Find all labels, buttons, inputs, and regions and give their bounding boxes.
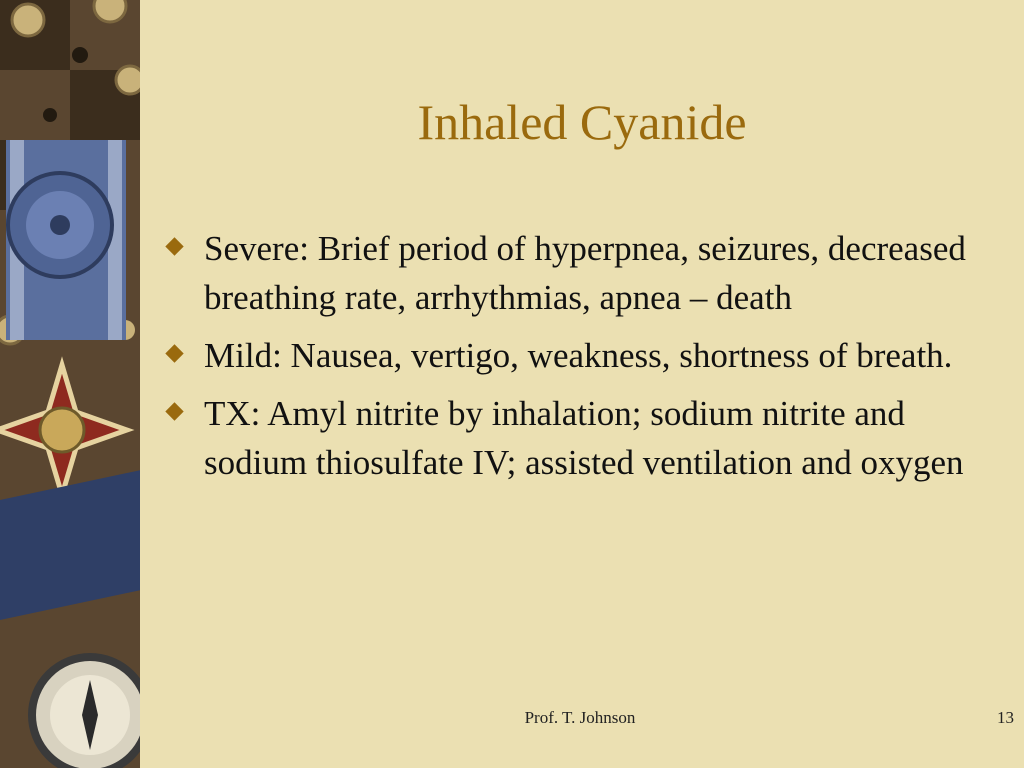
slide-title: Inhaled Cyanide <box>417 94 747 150</box>
bullet-item-treatment <box>162 389 1002 487</box>
diamond-icon <box>165 344 183 362</box>
bullet-list <box>162 224 1002 496</box>
decorative-medal-image <box>0 0 140 768</box>
bullet-text: TX: Amyl nitrite by inhalation; sodium nitrite and sodium thiosulfate IV; assisted ventilation and oxygen <box>204 394 964 482</box>
bullet-item-mild <box>162 331 1002 380</box>
bullet-item-severe <box>162 224 1002 322</box>
bullet-text: Severe: Brief period of hyperpnea, seizures, decreased breathing rate, arrhythmias, apnea – death <box>204 229 966 317</box>
bullet-text: Mild: Nausea, vertigo, weakness, shortness of breath. <box>204 336 953 375</box>
footer-author: Prof. T. Johnson <box>524 708 636 727</box>
diamond-icon <box>165 402 183 420</box>
diamond-icon <box>165 237 183 255</box>
page-number: 13 <box>997 708 1014 727</box>
